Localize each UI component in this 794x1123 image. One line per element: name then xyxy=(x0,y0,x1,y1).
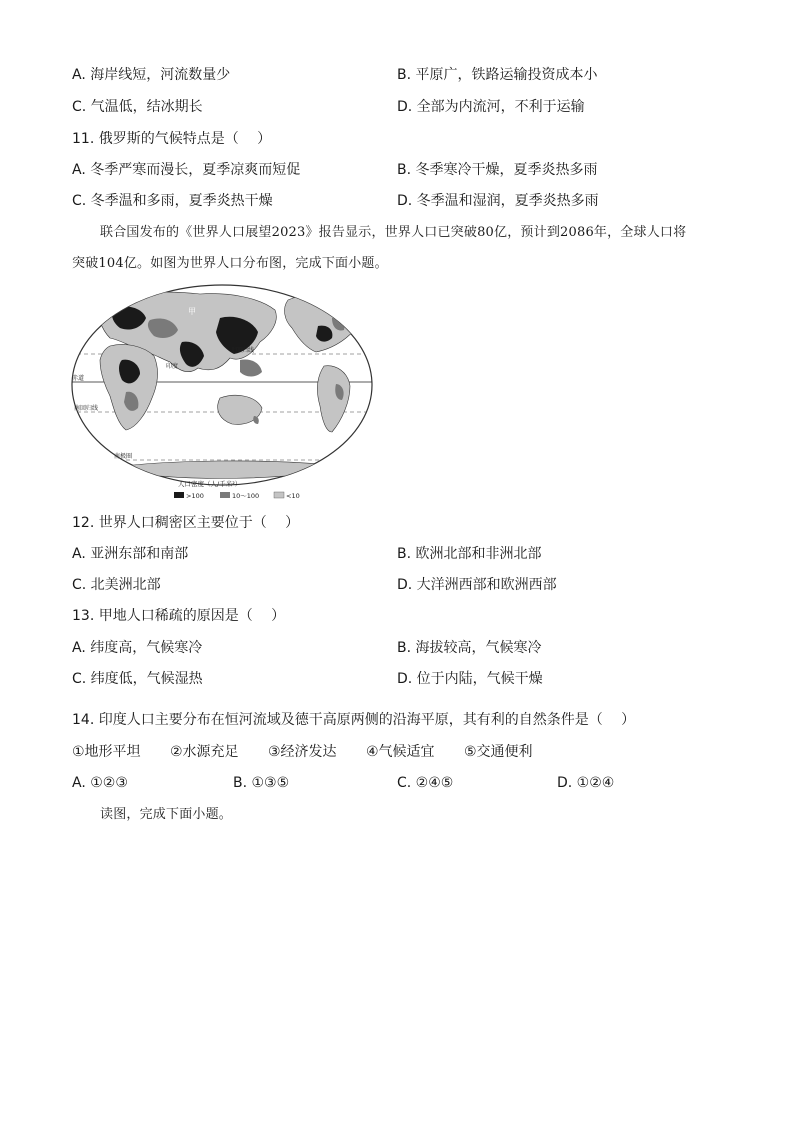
map-figure xyxy=(70,280,386,506)
q14-option-b[interactable]: B. ①③⑤ xyxy=(233,775,290,791)
q11-option-d[interactable]: D. 冬季温和湿润，夏季炎热多雨 xyxy=(397,193,599,209)
label-equator: 赤道 xyxy=(72,375,85,382)
question-11-stem: 11. 俄罗斯的气候特点是（ ） xyxy=(72,131,272,147)
q13-option-d[interactable]: D. 位于内陆，气候干燥 xyxy=(397,671,543,687)
q14-item-5: ⑤交通便利 xyxy=(464,744,533,760)
label-antarctic: 南极圈 xyxy=(114,453,133,460)
q13-option-c[interactable]: C. 纬度低，气候湿热 xyxy=(72,671,203,687)
q11-option-b[interactable]: B. 冬季寒冷干燥，夏季炎热多雨 xyxy=(397,162,598,178)
option-b[interactable]: B. 平原广，铁路运输投资成本小 xyxy=(397,67,598,83)
legend-swatch-high xyxy=(174,492,184,498)
intro-line-2: 突破104亿。如图为世界人口分布图，完成下面小题。 xyxy=(72,256,388,271)
q13-option-b[interactable]: B. 海拔较高，气候寒冷 xyxy=(397,640,542,656)
world-population-map xyxy=(70,280,386,506)
question-12-stem: 12. 世界人口稠密区主要位于（ ） xyxy=(72,515,300,531)
q11-option-c[interactable]: C. 冬季温和多雨，夏季炎热干燥 xyxy=(72,193,273,209)
q11-option-a[interactable]: A. 冬季严寒而漫长，夏季凉爽而短促 xyxy=(72,162,301,178)
legend-mid: 10～100 xyxy=(232,492,260,500)
q14-option-c[interactable]: C. ②④⑤ xyxy=(397,775,454,791)
q14-option-d[interactable]: D. ①②④ xyxy=(557,775,615,791)
q13-option-a[interactable]: A. 纬度高，气候寒冷 xyxy=(72,640,203,656)
outro-instruction: 读图，完成下面小题。 xyxy=(100,807,233,822)
q14-item-4: ④气候适宜 xyxy=(366,744,435,760)
legend-title: 人口密度（人/千米²） xyxy=(178,480,242,488)
legend-swatch-mid xyxy=(220,492,230,498)
question-13-stem: 13. 甲地人口稀疏的原因是（ ） xyxy=(72,608,286,624)
label-south-tropic: 南回归线 xyxy=(74,405,99,412)
q14-item-2: ②水源充足 xyxy=(170,744,239,760)
label-north-tropic: 北回归线 xyxy=(230,347,255,354)
q14-item-1: ①地形平坦 xyxy=(72,744,141,760)
q12-option-c[interactable]: C. 北美洲北部 xyxy=(72,577,161,593)
question-14-stem: 14. 印度人口主要分布在恒河流域及德干高原两侧的沿海平原，其有利的自然条件是（ ） xyxy=(72,712,636,728)
label-jia: 甲 xyxy=(188,307,196,316)
q12-option-d[interactable]: D. 大洋洲西部和欧洲西部 xyxy=(397,577,557,593)
legend-high: >100 xyxy=(186,492,204,500)
q14-item-3: ③经济发达 xyxy=(268,744,337,760)
q12-option-b[interactable]: B. 欧洲北部和非洲北部 xyxy=(397,546,542,562)
q14-option-a[interactable]: A. ①②③ xyxy=(72,775,128,791)
option-c[interactable]: C. 气温低，结冰期长 xyxy=(72,99,203,115)
legend-low: <10 xyxy=(286,492,300,500)
q12-option-a[interactable]: A. 亚洲东部和南部 xyxy=(72,546,189,562)
option-d[interactable]: D. 全部为内流河，不利于运输 xyxy=(397,99,585,115)
intro-line-1: 联合国发布的《世界人口展望2023》报告显示，世界人口已突破80亿，预计到2086年，全球人口将 xyxy=(100,225,687,240)
legend-swatch-low xyxy=(274,492,284,498)
label-india: 印度 xyxy=(166,363,179,370)
option-a[interactable]: A. 海岸线短，河流数量少 xyxy=(72,67,231,83)
